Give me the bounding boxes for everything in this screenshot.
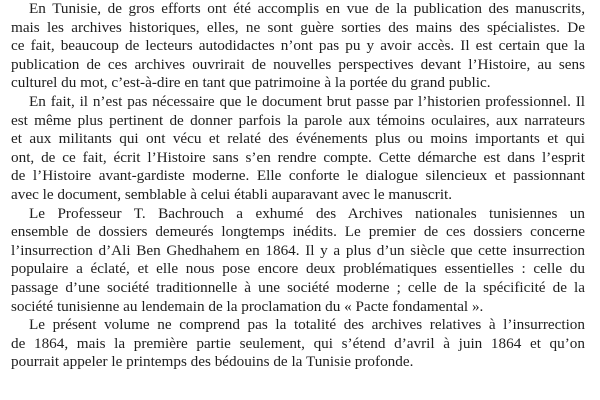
paragraph-1 [11,0,585,93]
text-line: Le Professeur T. Bachrouch a exhumé des Archives nationales tunisiennes un [29,204,585,222]
text-line: pourrait appeler le printemps des bédouins de la Tunisie profonde. [11,353,414,371]
text-line: est même plus pertinent de donner parfois la parole aux témoins oculaires, aux narrateurs [11,111,585,129]
text-line: ce fait, beaucoup de lecteurs autodidactes n’ont pas pu y avoir accès. Il est certain que la [11,37,585,55]
text-line: de l’Histoire avant-gardiste moderne. Elle conforte le dialogue silencieux et passionnant [11,167,585,185]
text-line: et aux militants qui ont vécu et relaté des événements plus ou moins importants et qui [11,130,585,148]
text-line: publication de ces archives ouvrirait de nouvelles perspectives devant l’Histoire, au sens [11,55,585,73]
paragraph-4 [11,316,585,372]
text-line: société tunisienne au lendemain de la proclamation du « Pacte fondamental ». [11,297,484,315]
text-line: l’insurrection d’Ali Ben Ghedhahem en 1864. Il y a plus d’un siècle que cette insurrection [11,241,585,259]
text-line: En Tunisie, de gros efforts ont été accomplis en vue de la publication des manuscrits, [29,0,585,17]
paragraph-3 [11,205,585,317]
text-line: ont, de ce fait, écrit l’Histoire sans s’en rendre compte. Cette démarche est dans l’esprit [11,148,585,166]
text-line: En fait, il n’est pas nécessaire que le document brut passe par l’historien professionnel. Il [29,92,585,110]
text-line: culturel du mot, c’est-à-dire en tant que patrimoine à la portée du grand public. [11,74,491,92]
document-page [11,0,585,400]
text-line: populaire a éclaté, et elle nous pose encore deux problématiques essentielles : celle du [11,260,585,278]
text-line: Le présent volume ne comprend pas la totalité des archives relatives à l’insurrection [29,316,585,334]
text-line: passage d’une société traditionnelle à une société moderne ; celle de la spécificité de la [11,278,585,296]
text-line: mais les archives historiques, elles, ne sont guère sorties des mains des spécialistes. De [11,18,585,36]
text-line: avec le document, semblable à celui établi auparavant avec le manuscrit. [11,185,453,203]
text-line: ensemble de dossiers demeurés longtemps inédits. Le premier de ces dossiers concerne [11,223,585,241]
text-line: de 1864, mais la première partie seulement, qui s’étend d’avril à juin 1864 et qu’on [11,334,585,352]
paragraph-2 [11,93,585,205]
